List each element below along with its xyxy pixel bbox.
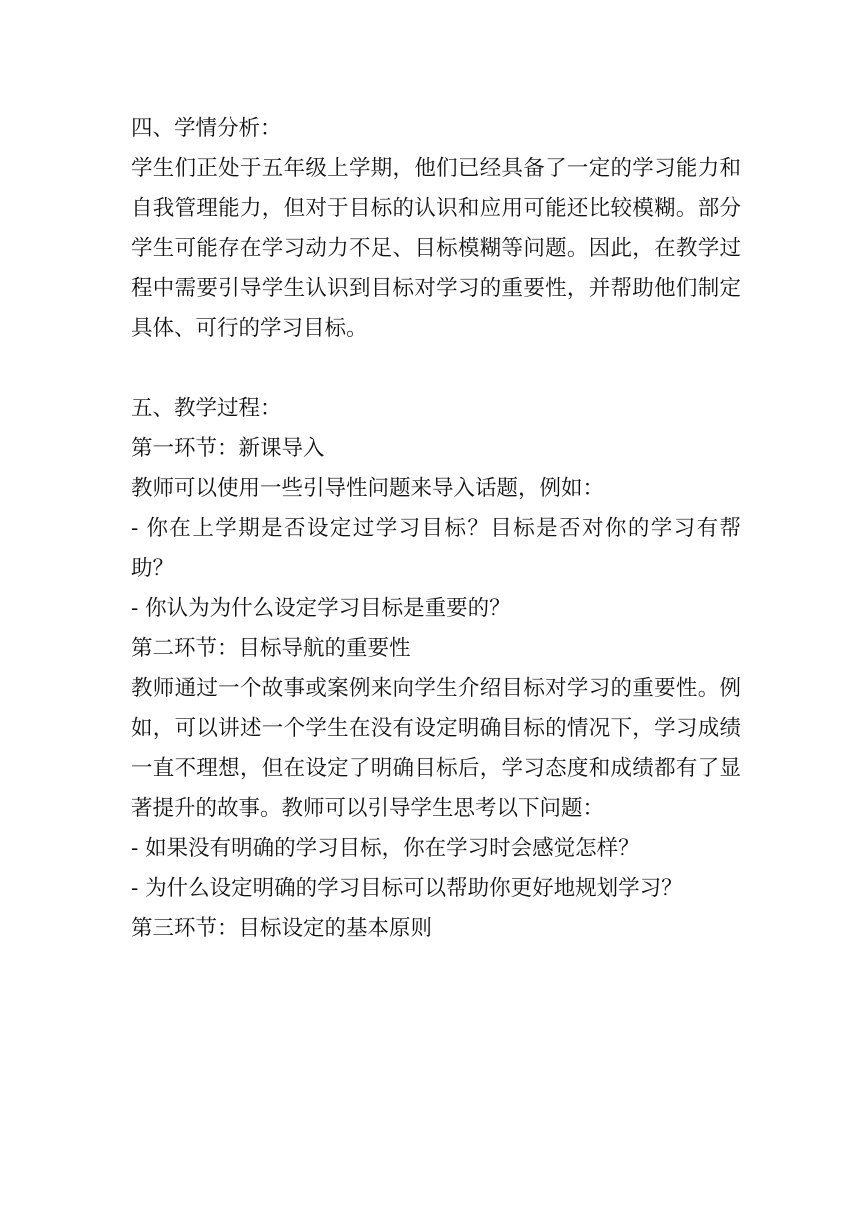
step-1-title: 第一环节：新课导入 [131,436,325,461]
step-1-question-1: - 你在上学期是否设定过学习目标？目标是否对你的学习有帮助？ [131,516,741,581]
step-2-question-1: - 如果没有明确的学习目标，你在学习时会感觉怎样？ [131,836,640,861]
step-3-title: 第三环节：目标设定的基本原则 [131,916,433,941]
step-1-intro: 教师可以使用一些引导性问题来导入话题，例如： [131,476,605,501]
section-4-heading: 四、学情分析： [131,116,282,141]
step-2-title: 第二环节：目标导航的重要性 [131,636,411,661]
step-2-body: 教师通过一个故事或案例来向学生介绍目标对学习的重要性。例如，可以讲述一个学生在没有设定明确目标的情况下，学习成绩一直不理想，但在设定了明确目标后，学习态度和成绩都有了显著提升的故事。教师可以引导学生思考以下问题： [131,676,741,821]
step-1-question-2: - 你认为为什么设定学习目标是重要的？ [131,596,511,621]
step-2-question-2: - 为什么设定明确的学习目标可以帮助你更好地规划学习？ [131,876,683,901]
document-content [131,109,741,949]
paragraph-spacer [131,349,741,389]
section-5-heading: 五、教学过程： [131,396,282,421]
section-4-body: 学生们正处于五年级上学期，他们已经具备了一定的学习能力和自我管理能力，但对于目标的认识和应用可能还比较模糊。部分学生可能存在学习动力不足、目标模糊等问题。因此，在教学过程中需要引导学生认识到目标对学习的重要性，并帮助他们制定具体、可行的学习目标。 [131,156,741,341]
